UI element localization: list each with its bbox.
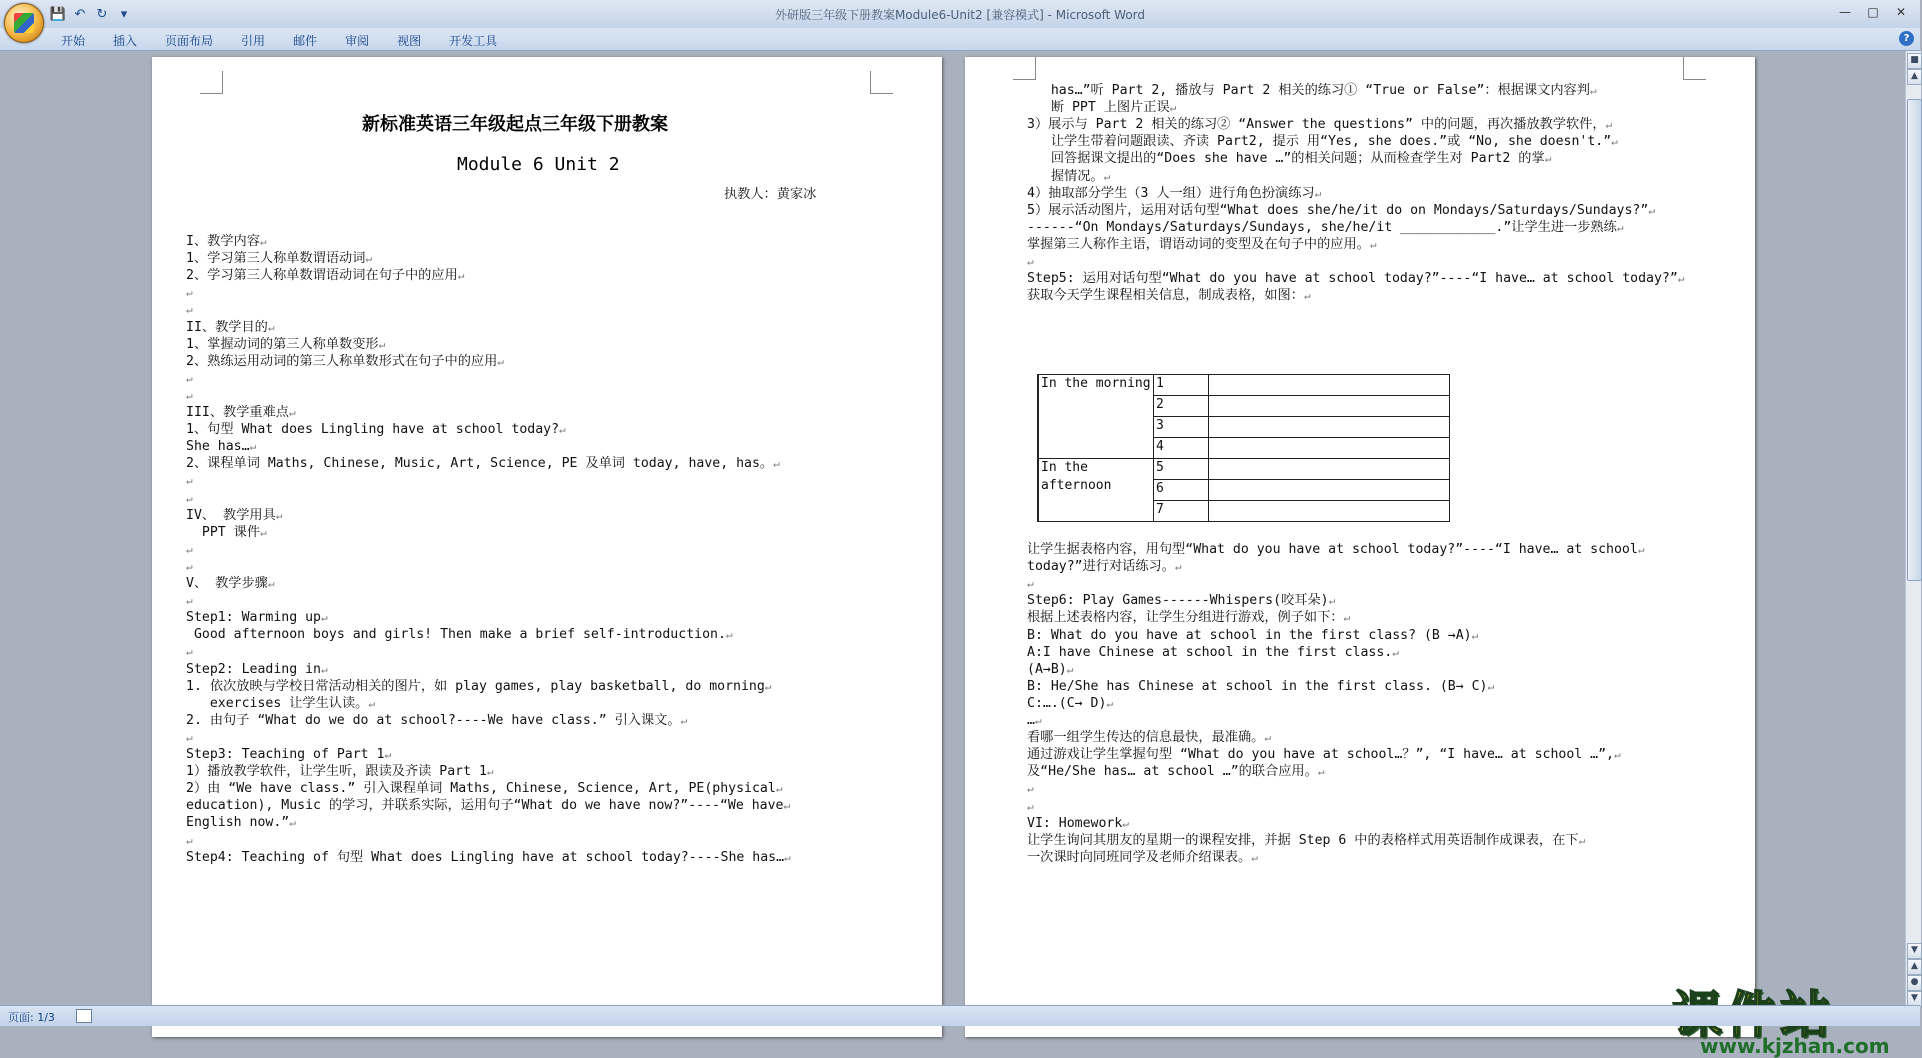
paragraph-mark-icon: ↵: [1251, 850, 1258, 864]
text-line-content: exercises 让学生认读。: [186, 695, 369, 711]
close-button[interactable]: ✕: [1895, 5, 1907, 19]
text-line: [186, 678, 771, 695]
subject-cell[interactable]: [1209, 480, 1450, 501]
tab-references[interactable]: 引用: [241, 34, 266, 48]
text-line-content: 根据上述表格内容，让学生分组进行游戏，例子如下：: [1027, 610, 1344, 626]
ribbon-tabs: [50, 30, 514, 51]
text-line-content: 一次课时向同班同学及老师介绍课表。: [1027, 849, 1252, 865]
text-line: [186, 336, 385, 353]
text-line: [186, 592, 193, 609]
text-line-content: 握情况。: [1027, 168, 1104, 184]
period-number: 1: [1154, 375, 1209, 396]
next-page-icon[interactable]: ▼: [1907, 991, 1922, 1007]
paragraph-mark-icon: ↵: [725, 628, 733, 642]
tab-view[interactable]: 视图: [397, 34, 422, 48]
paragraph-mark-icon: ↵: [1471, 628, 1479, 642]
paragraph-mark-icon: ↵: [1589, 84, 1597, 97]
text-line: [186, 626, 733, 643]
ruler-toggle-icon[interactable]: ■: [1907, 53, 1922, 69]
paragraph-mark-icon: ↵: [1317, 765, 1325, 779]
tab-insert[interactable]: 插入: [113, 34, 138, 48]
paragraph-mark-icon: ↵: [773, 457, 780, 471]
text-line-content: A:I have Chinese at school in the first class.: [1027, 644, 1393, 660]
text-line: [186, 267, 464, 284]
text-line: [1027, 541, 1644, 558]
paragraph-mark-icon: ↵: [275, 508, 283, 522]
paragraph-mark-icon: ↵: [1328, 594, 1336, 608]
paragraph-mark-icon: ↵: [1605, 118, 1613, 132]
text-line: [186, 695, 375, 712]
afternoon-label: In the afternoon: [1038, 459, 1154, 522]
document-subtitle: Module 6 Unit 2: [457, 154, 620, 175]
paragraph-mark-icon: ↵: [289, 816, 296, 830]
scroll-down-icon[interactable]: ▼: [1907, 943, 1922, 959]
text-line: [1027, 150, 1551, 167]
text-line-content: 1. 依次放映与学校日常活动相关的图片，如 play games, play basketball, do morning: [186, 678, 765, 694]
tab-developer[interactable]: 开发工具: [449, 34, 498, 48]
text-line-content: C:….(C→ D): [1027, 695, 1107, 711]
text-line: [1027, 287, 1311, 304]
paragraph-mark-icon: ↵: [1613, 748, 1621, 762]
text-line-content: 看哪一组学生传达的信息最快，最准确。: [1027, 730, 1265, 746]
text-line: [186, 233, 267, 250]
text-line-content: 及“He/She has… at school …”的联合应用。: [1027, 764, 1318, 780]
text-line: [186, 455, 780, 472]
window-controls: [1832, 2, 1914, 22]
paragraph-mark-icon: ↵: [1369, 237, 1377, 251]
text-line-content: 2、熟练运用动词的第三人称单数形式在句子中的应用: [186, 353, 498, 369]
paragraph-mark-icon: ↵: [186, 542, 193, 556]
text-line: [186, 832, 193, 849]
text-line: [186, 712, 687, 729]
text-line-content: …: [1027, 713, 1035, 728]
text-line-content: 5）展示活动图片，运用对话句型“What does she/he/it do on Mondays/Saturdays/Sundays?”: [1027, 202, 1649, 218]
text-line: [1027, 832, 1585, 849]
tab-review[interactable]: 审阅: [345, 34, 370, 48]
text-line: [186, 746, 391, 763]
text-line-content: has…”听 Part 2, 播放与 Part 2 相关的练习① “True or False”：根据课文内容判: [1027, 83, 1590, 98]
paragraph-mark-icon: ↵: [457, 269, 465, 283]
text-line-content: Step5: 运用对话句型“What do you have at school today?”----“I have… at school today?”: [1027, 271, 1678, 287]
text-line: [186, 849, 791, 866]
text-line: [1027, 729, 1271, 746]
paragraph-mark-icon: ↵: [1027, 577, 1034, 591]
text-line: [1027, 627, 1478, 644]
paragraph-mark-icon: ↵: [1637, 543, 1645, 556]
paragraph-mark-icon: ↵: [288, 406, 296, 419]
text-line: [1027, 780, 1034, 797]
text-line-content: Step6: Play Games------Whispers(咬耳朵): [1027, 593, 1329, 609]
text-line-content: 4）抽取部分学生（3 人一组）进行角色扮演练习: [1027, 185, 1315, 201]
text-line-content: ------“On Mondays/Saturdays/Sundays, she/he/it ____________.”让学生进一步熟练: [1027, 219, 1617, 235]
text-line: [1027, 202, 1655, 219]
text-line-content: 让学生带着问题跟读、齐读 Part2, 提示 用“Yes, she does.”或 “No, she doesn't.”: [1027, 134, 1612, 150]
paragraph-mark-icon: ↵: [186, 371, 193, 385]
paragraph-mark-icon: ↵: [559, 423, 566, 437]
text-line: [1027, 168, 1110, 185]
text-line: [1027, 270, 1684, 287]
text-line-content: IV、 教学用具: [186, 507, 276, 523]
help-icon[interactable]: ?: [1899, 31, 1914, 46]
subject-cell[interactable]: [1209, 375, 1450, 396]
margin-corner-mark: [1013, 57, 1036, 80]
text-line: [1027, 763, 1324, 780]
tab-home[interactable]: 开始: [61, 34, 86, 48]
text-line: [1027, 116, 1612, 133]
text-line: [1027, 253, 1034, 270]
text-line: [186, 558, 193, 575]
paragraph-mark-icon: ↵: [186, 286, 193, 300]
text-line: [186, 353, 504, 370]
text-line-content: 1、句型 What does Lingling have at school today?: [186, 422, 560, 438]
status-bar: [0, 1005, 1920, 1026]
document-page-1[interactable]: [152, 57, 942, 1037]
margin-corner-mark: [1683, 57, 1706, 80]
text-line-content: 2、课程单词 Maths, Chinese, Music, Art, Science, PE 及单词 today, have, has。: [186, 456, 774, 472]
paragraph-mark-icon: ↵: [1027, 782, 1034, 796]
paragraph-mark-icon: ↵: [1034, 714, 1042, 727]
period-number: 6: [1154, 480, 1209, 501]
text-line: [186, 609, 328, 626]
subject-cell[interactable]: [1209, 396, 1450, 417]
text-line: [1027, 82, 1597, 99]
tab-mailings[interactable]: 邮件: [293, 34, 318, 48]
title-bar: [0, 0, 1920, 29]
text-line: [186, 797, 790, 814]
paragraph-mark-icon: ↵: [320, 611, 328, 625]
paragraph-mark-icon: ↵: [249, 440, 257, 454]
text-line: [1027, 849, 1258, 866]
text-line: [186, 301, 193, 318]
paragraph-mark-icon: ↵: [186, 833, 193, 847]
paragraph-mark-icon: ↵: [320, 662, 328, 676]
paragraph-mark-icon: ↵: [1677, 272, 1685, 286]
text-line: [186, 763, 494, 780]
paragraph-mark-icon: ↵: [1103, 169, 1111, 183]
text-line: [186, 319, 274, 336]
text-line-content: (A→B): [1027, 661, 1067, 677]
paragraph-mark-icon: ↵: [1578, 833, 1586, 847]
text-line-content: 2、学习第三人称单数谓语动词在句子中的应用: [186, 268, 458, 284]
paragraph-mark-icon: ↵: [783, 799, 791, 813]
text-line-content: education), Music 的学习，并联系实际，运用句子“What do we have now?”----“We have: [186, 798, 784, 814]
document-title: 新标准英语三年级起点三年级下册教案: [362, 114, 668, 135]
table-row: [1038, 375, 1450, 396]
paragraph-mark-icon: ↵: [1611, 135, 1618, 149]
text-line: [186, 421, 566, 438]
text-line: [186, 814, 296, 831]
subject-cell[interactable]: [1209, 459, 1450, 480]
paragraph-mark-icon: ↵: [1314, 186, 1322, 200]
paragraph-mark-icon: ↵: [680, 713, 688, 727]
period-number: 2: [1154, 396, 1209, 417]
watermark-url: www.kjzhan.com: [1700, 1034, 1890, 1058]
text-line: [1027, 133, 1618, 150]
maximize-button[interactable]: □: [1867, 5, 1879, 19]
paragraph-mark-icon: ↵: [1303, 289, 1311, 303]
text-line: [186, 524, 267, 541]
undo-icon[interactable]: ↶: [74, 6, 86, 22]
text-line: [1027, 592, 1335, 609]
paragraph-mark-icon: ↵: [186, 388, 193, 402]
page-indicator[interactable]: 页面: 1/3: [8, 1011, 55, 1024]
text-line: [186, 643, 193, 660]
office-logo-icon: [14, 13, 34, 33]
text-line-content: V、 教学步骤: [186, 576, 268, 591]
text-line: [1027, 99, 1176, 116]
window-title: 外研版三年级下册教案Module6-Unit2 [兼容模式] - Microsoft Word: [774, 8, 1146, 22]
paragraph-mark-icon: ↵: [1169, 101, 1177, 115]
paragraph-mark-icon: ↵: [1544, 152, 1552, 166]
text-line-content: 通过游戏让学生掌握句型 “What do you have at school…？”, “I have… at school …”,: [1027, 747, 1614, 763]
text-line: [186, 284, 193, 301]
scroll-thumb[interactable]: [1907, 99, 1922, 581]
subject-cell[interactable]: [1209, 501, 1450, 522]
text-line-content: 1、掌握动词的第三人称单数变形: [186, 336, 379, 352]
vertical-scrollbar[interactable]: [1905, 51, 1921, 1005]
redo-icon[interactable]: ↻: [96, 6, 108, 22]
paragraph-mark-icon: ↵: [1027, 799, 1034, 813]
text-line: [186, 661, 328, 678]
text-line-content: 让学生据表格内容，用句型“What do you have at school today?”----“I have… at school: [1027, 542, 1638, 557]
paragraph-mark-icon: ↵: [1343, 611, 1351, 625]
text-line: [186, 387, 193, 404]
paragraph-mark-icon: ↵: [365, 252, 373, 266]
text-line: [1027, 558, 1182, 575]
paragraph-mark-icon: ↵: [259, 235, 267, 248]
tab-page-layout[interactable]: 页面布局: [165, 34, 214, 48]
subject-cell[interactable]: [1209, 438, 1450, 459]
text-line-content: She has…: [186, 439, 250, 455]
text-line: [186, 575, 274, 592]
text-line-content: B: What do you have at school in the first class? (B →A): [1027, 627, 1472, 643]
paragraph-mark-icon: ↵: [1392, 645, 1399, 659]
text-line: [1027, 678, 1494, 695]
text-line-content: PPT 课件: [186, 524, 261, 540]
text-line-content: 获取今天学生课程相关信息，制成表格，如图：: [1027, 288, 1304, 304]
text-line-content: II、教学目的: [186, 319, 268, 335]
paragraph-mark-icon: ↵: [1106, 696, 1114, 710]
text-line: [1027, 609, 1350, 626]
paragraph-mark-icon: ↵: [1122, 816, 1129, 830]
morning-label: In the morning: [1038, 375, 1154, 459]
text-line: [186, 472, 193, 489]
text-line: [1027, 575, 1034, 592]
text-line: [1027, 712, 1042, 729]
customize-toolbar-icon[interactable]: ▾: [120, 6, 128, 22]
text-line: [1027, 661, 1073, 678]
paragraph-mark-icon: ↵: [497, 354, 504, 368]
subject-cell[interactable]: [1209, 417, 1450, 438]
text-line-content: 1）播放教学软件，让学生听，跟读及齐读 Part 1: [186, 764, 487, 780]
ribbon-tabs-bar: [0, 28, 1920, 51]
table-row: [1038, 459, 1450, 480]
text-line-content: Step2: Leading in: [186, 661, 321, 677]
paragraph-mark-icon: ↵: [784, 850, 791, 864]
text-line: [1027, 219, 1623, 236]
text-line: [1027, 695, 1113, 712]
browse-object-icon[interactable]: ●: [1907, 975, 1922, 991]
text-line: [186, 507, 282, 524]
text-line: [186, 780, 782, 797]
period-number: 7: [1154, 501, 1209, 522]
text-line-content: today?”进行对话练习。: [1027, 559, 1175, 575]
text-line: [1027, 798, 1034, 815]
paragraph-mark-icon: ↵: [186, 645, 193, 659]
text-line: [186, 250, 372, 267]
text-line: [186, 404, 296, 421]
text-line-content: 让学生询问其朋友的星期一的课程安排，并据 Step 6 中的表格样式用英语制作成课表，在下: [1027, 832, 1579, 848]
text-line-content: 3）展示与 Part 2 相关的练习② “Answer the questions” 中的问题，再次播放教学软件，: [1027, 117, 1606, 133]
teacher-line: 执教人：黄家冰: [724, 187, 817, 202]
text-line-content: III、教学重难点: [186, 405, 289, 420]
text-line: [1027, 746, 1621, 763]
text-line: [1027, 185, 1321, 202]
paragraph-mark-icon: ↵: [775, 782, 783, 796]
paragraph-mark-icon: ↵: [186, 303, 193, 317]
text-line-content: 断 PPT 上图片正误: [1027, 100, 1170, 116]
text-line: [186, 438, 256, 455]
paragraph-mark-icon: ↵: [378, 337, 386, 351]
proofing-icon[interactable]: [76, 1009, 92, 1023]
paragraph-mark-icon: ↵: [1487, 679, 1495, 693]
text-line-content: B: He/She has Chinese at school in the first class. (B→ C): [1027, 678, 1488, 694]
paragraph-mark-icon: ↵: [1616, 220, 1624, 234]
paragraph-mark-icon: ↵: [186, 594, 193, 608]
text-line: [186, 729, 193, 746]
text-line-content: 2. 由句子 “What do we do at school?----We have class.” 引入课文。: [186, 712, 681, 728]
paragraph-mark-icon: ↵: [1027, 255, 1034, 268]
paragraph-mark-icon: ↵: [1648, 203, 1655, 217]
paragraph-mark-icon: ↵: [384, 748, 392, 761]
paragraph-mark-icon: ↵: [186, 559, 193, 573]
paragraph-mark-icon: ↵: [1174, 560, 1182, 574]
text-line-content: 1、学习第三人称单数谓语动词: [186, 251, 366, 267]
document-page-2[interactable]: [965, 57, 1755, 1037]
minimize-button[interactable]: —: [1839, 5, 1851, 19]
period-number: 4: [1154, 438, 1209, 459]
text-line-content: 2）由 “We have class.” 引入课程单词 Maths, Chinese, Science, Art, PE(physical: [186, 781, 776, 797]
text-line: [186, 490, 193, 507]
margin-corner-mark: [200, 71, 223, 94]
paragraph-mark-icon: ↵: [260, 525, 267, 539]
text-line: [1027, 644, 1399, 661]
text-line: [186, 370, 193, 387]
period-number: 3: [1154, 417, 1209, 438]
text-line-content: 掌握第三人称作主语，谓语动词的变型及在句子中的应用。: [1027, 236, 1370, 252]
text-line-content: English now.”: [186, 815, 290, 831]
office-button[interactable]: [4, 3, 44, 43]
period-number: 5: [1154, 459, 1209, 480]
paragraph-mark-icon: ↵: [267, 320, 275, 334]
text-line-content: I、教学内容: [186, 234, 260, 249]
text-line: [186, 541, 193, 558]
save-icon[interactable]: 💾: [49, 6, 67, 22]
paragraph-mark-icon: ↵: [186, 474, 193, 488]
schedule-table: [1037, 374, 1450, 522]
scroll-up-icon[interactable]: ▲: [1907, 69, 1922, 85]
paragraph-mark-icon: ↵: [368, 696, 375, 710]
text-line-content: 回答据课文提出的“Does she have …”的相关问题；从而检查学生对 Part2 的掌: [1027, 151, 1545, 167]
text-line-content: VI: Homework: [1027, 815, 1123, 831]
previous-page-icon[interactable]: ▲: [1907, 959, 1922, 975]
text-line-content: Step3: Teaching of Part 1: [186, 747, 385, 762]
text-line-content: Step4: Teaching of 句型 What does Lingling have at school today?----She has…: [186, 849, 785, 865]
text-line-content: Step1: Warming up: [186, 610, 321, 626]
text-line-content: Good afternoon boys and girls! Then make a brief self-introduction.: [186, 627, 726, 643]
margin-corner-mark: [870, 71, 893, 94]
text-line: [1027, 815, 1129, 832]
paragraph-mark-icon: ↵: [486, 765, 494, 779]
paragraph-mark-icon: ↵: [1264, 731, 1271, 745]
text-line: [1027, 236, 1377, 253]
paragraph-mark-icon: ↵: [1066, 662, 1074, 676]
paragraph-mark-icon: ↵: [764, 679, 772, 693]
paragraph-mark-icon: ↵: [267, 577, 275, 590]
paragraph-mark-icon: ↵: [186, 491, 193, 505]
paragraph-mark-icon: ↵: [186, 730, 193, 744]
